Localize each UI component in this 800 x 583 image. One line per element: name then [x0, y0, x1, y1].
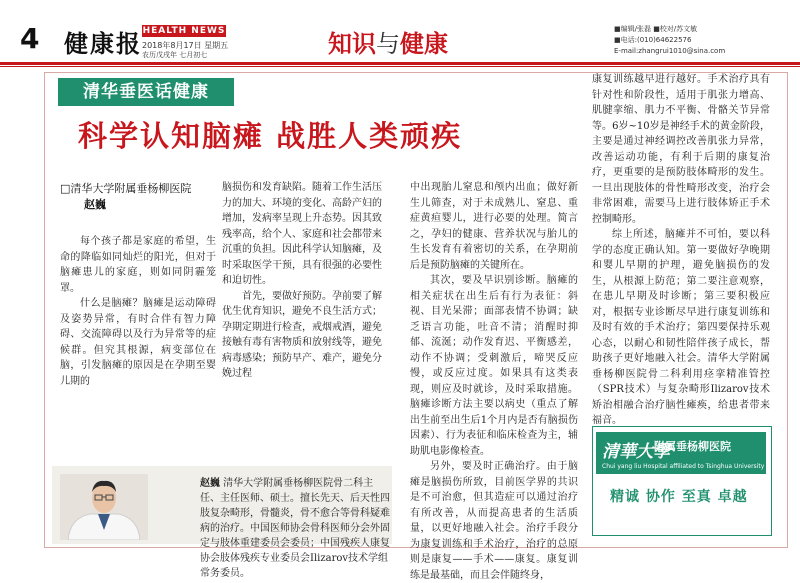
lunar-date: 农历戊戌年 七月初七 [142, 51, 208, 59]
header-rule [0, 62, 800, 65]
credit-email: E-mail:zhangrui1010@sina.com [614, 47, 726, 55]
article-column-2 [222, 180, 382, 382]
credit-editor: ■编辑/张磊 ■校对/苏文敏 [614, 25, 698, 33]
hospital-name: 附属垂杨柳医院 [654, 440, 731, 453]
credit-phone: ■电话:(010)64622576 [614, 36, 692, 44]
article-column-3 [410, 180, 578, 583]
hospital-name-en: Chui yang liu Hospital affiliated to Tsinghua University [602, 463, 765, 470]
section-title-a: 知识 [328, 30, 376, 58]
paragraph: 什么是脑瘫？脑瘫是运动障碍及姿势异常，有时合伴有智力障碍、交流障碍以及行为异常等的症候群。但究其根源，病变部位在脑，引发脑瘫的原因是在孕期至婴儿期的 [60, 298, 216, 387]
brand-badge: HEALTH NEWS [142, 26, 226, 36]
page-number: 4 [20, 22, 40, 55]
paragraph: 另外，要及时正确治疗。由于脑瘫是脑损伤所致，目前医学界的共识是不可治愈，但其造症可以通过治疗有所改善，从而提高患者的生活质量，以更好地融入社会。治疗手段分为康复训练和手术治疗，治疗的总原则是康复——手术——康复。康复训练是最基础，而且会伴随终身， [410, 461, 578, 581]
header-rule-thin [0, 66, 800, 67]
paragraph: 其次，要及早识别诊断。脑瘫的相关症状在出生后有行为表征：斜视、目光呆滞；面部表情不协调；缺乏语言功能，吐音不清；消醒时抑郁、流涎；动作发育迟、平衡感差，动作不协调；受刺激后，啼哭反应慢，或反应过度。如果具有这类表现，则应及时就诊，及时采取措施。脑瘫诊断方法主要以病史（重点了解出生前至出生后1个月内是否有脑损伤因素）、行为表征和临床检查为主，辅助肌电影像检查。 [410, 275, 578, 457]
headline: 科学认知脑瘫 战胜人类顽疾 [78, 119, 463, 153]
paragraph: 中出现胎儿窒息和颅内出血；做好新生儿筛查，对于未成熟儿、窒息、重症黄疸婴儿，进行必要的处理。简言之，孕妇的健康、营养状况与胎儿的生长发育有着密切的关系，在孕期前后是预防脑瘫的关键所在。 [410, 182, 578, 271]
issue-date: 2018年8月17日 星期五 [142, 41, 229, 50]
section-title-mid: 与 [376, 30, 400, 58]
article-column-1 [60, 234, 216, 389]
author-bio-name: 赵巍 [200, 478, 220, 489]
section-title-b: 健康 [400, 30, 448, 58]
paper-logo: 健康报 [64, 29, 142, 58]
article-column-4 [592, 72, 770, 429]
column-banner: 清华垂医话健康 [58, 78, 234, 106]
hospital-logo-calligraphy: 清華大學 [602, 442, 670, 462]
section-title [328, 24, 448, 59]
paragraph: 首先，要做好预防。孕前要了解优生优育知识，避免不良生活方式；孕期定期进行检查，戒烟戒酒，避免接触有毒有害物质和放射线等，避免病毒感染；预防早产、难产，避免分娩过程 [222, 290, 382, 379]
paragraph: 综上所述，脑瘫并不可怕，要以科学的态度正确认知。第一要做好孕晚期和婴儿早期的护理，避免脑损伤的发生，从根源上防范；第二要注意观察，在患儿早期及时诊断；第三要积极应对，根据专业诊断尽早进行康复训练和及时有效的手术治疗；第四要保持乐观心态，以耐心和韧性陪伴孩子成长，帮助孩子更好地融入社会。清华大学附属垂杨柳医院骨二科利用痉挛精准管控（SPR技术）与复杂畸形Ilizarov技术矫治相融合治疗脑性瘫痪，给患者带来福音。 [592, 229, 770, 426]
editor-credits [614, 24, 725, 57]
paragraph: 脑损伤和发育缺陷。随着工作生活压力的加大、环境的变化、高龄产妇的增加，发病率呈现上升态势。因其致残率高，给个人、家庭和社会都带来沉重的负担。因此科学认知脑瘫，及时采取医学干预，具有很强的必要性和迫切性。 [222, 182, 382, 286]
byline-author: 赵巍 [84, 198, 106, 211]
byline-organization: □清华大学附属垂杨柳医院 [60, 182, 192, 195]
author-bio [200, 476, 390, 581]
author-portrait-icon [60, 474, 148, 540]
paragraph: 每个孩子都是家庭的希望，生命的降临如同灿烂的阳光，但对于脑瘫患儿的家庭，则如同阴霾笼罩。 [60, 236, 216, 294]
author-bio-text: 清华大学附属垂杨柳医院骨二科主任、主任医师、硕士。擅长先天、后天性四肢复杂畸形，骨髓炎，骨不愈合等骨科疑难病的治疗。中国医师协会骨科医师分会外固定与肢体重建委员会委员；中国残疾人康复协会肢体残疾专业委员会Ilizarov技术学组常务委员。 [200, 478, 390, 579]
author-photo [60, 474, 148, 540]
paragraph: 康复训练越早进行越好。手术治疗具有针对性和阶段性，适用于肌张力增高、肌腱挛缩、肌力不平衡、骨骼关节异常等。6岁~10岁是神经手术的黄金阶段，主要是通过神经调控改善肌张力异常，改善运动功能，有利于后期的康复治疗，更重要的是预防肢体畸形的发生。一旦出现肢体的骨性畸形改变，治疗会非常困难，需要马上进行肢体矫正手术控制畸形。 [592, 74, 770, 225]
hospital-motto: 精诚 协作 至真 卓越 [610, 489, 748, 505]
